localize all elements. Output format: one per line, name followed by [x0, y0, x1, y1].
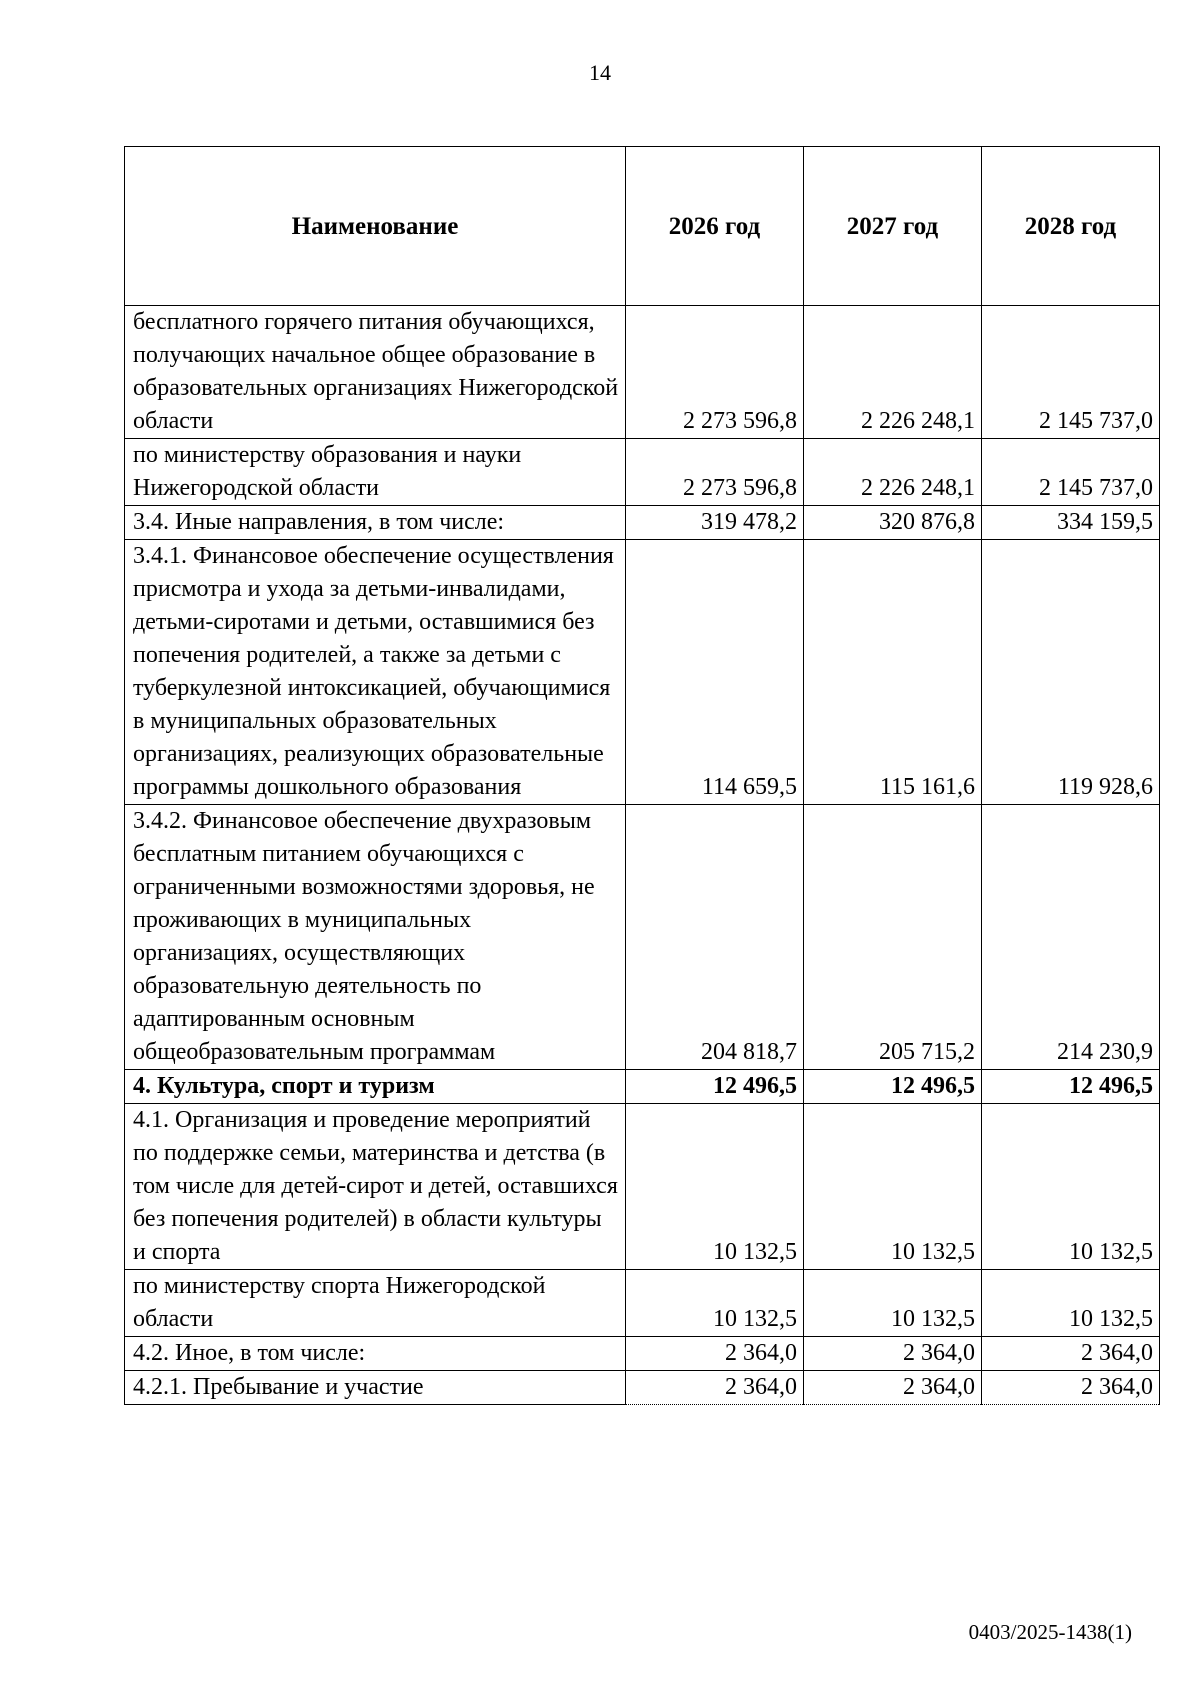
table-row — [125, 805, 1160, 1070]
header-2028: 2028 год — [982, 147, 1160, 306]
row-value-2026: 10 132,5 — [626, 1270, 804, 1337]
row-value-2027: 320 876,8 — [804, 506, 982, 540]
table-row — [125, 1270, 1160, 1337]
row-value-2027: 12 496,5 — [804, 1070, 982, 1104]
table-row — [125, 1104, 1160, 1270]
row-value-2026: 319 478,2 — [626, 506, 804, 540]
document-code: 0403/2025-1438(1) — [968, 1620, 1132, 1644]
row-value-2027: 2 226 248,1 — [804, 306, 982, 439]
row-value-2027: 2 226 248,1 — [804, 439, 982, 506]
table-row — [125, 1337, 1160, 1371]
row-value-2028: 2 145 737,0 — [982, 439, 1160, 506]
row-value-2028: 10 132,5 — [982, 1104, 1160, 1270]
row-value-2028: 2 364,0 — [982, 1337, 1160, 1371]
table-row — [125, 1070, 1160, 1104]
row-value-2027: 10 132,5 — [804, 1104, 982, 1270]
row-value-2026: 2 273 596,8 — [626, 439, 804, 506]
table-body — [125, 306, 1160, 1405]
row-value-2028: 334 159,5 — [982, 506, 1160, 540]
page-number: 14 — [589, 60, 611, 85]
budget-table — [124, 146, 1160, 1405]
row-value-2026: 2 273 596,8 — [626, 306, 804, 439]
row-value-2028: 2 364,0 — [982, 1371, 1160, 1405]
row-value-2028: 119 928,6 — [982, 540, 1160, 805]
header-2026: 2026 год — [626, 147, 804, 306]
row-value-2028: 214 230,9 — [982, 805, 1160, 1070]
row-name-cell: 4. Культура, спорт и туризм — [125, 1070, 626, 1104]
table-row — [125, 306, 1160, 439]
table-row — [125, 1371, 1160, 1405]
row-value-2028: 12 496,5 — [982, 1070, 1160, 1104]
table-row — [125, 439, 1160, 506]
row-value-2026: 114 659,5 — [626, 540, 804, 805]
row-value-2027: 10 132,5 — [804, 1270, 982, 1337]
header-name: Наименование — [125, 147, 626, 306]
row-name-cell: 4.2.1. Пребывание и участие — [125, 1371, 626, 1405]
row-name-cell: по министерству образования и науки Нижегородской области — [125, 439, 626, 506]
row-value-2028: 2 145 737,0 — [982, 306, 1160, 439]
table-row — [125, 540, 1160, 805]
row-name-cell: 3.4. Иные направления, в том числе: — [125, 506, 626, 540]
row-value-2026: 2 364,0 — [626, 1371, 804, 1405]
row-value-2026: 12 496,5 — [626, 1070, 804, 1104]
row-name-cell: бесплатного горячего питания обучающихся, получающих начальное общее образование в образовательных организациях Нижегородской области — [125, 306, 626, 439]
row-name-cell: 3.4.2. Финансовое обеспечение двухразовым бесплатным питанием обучающихся с ограниченными возможностями здоровья, не проживающих в муниципальных организациях, осуществляющих образовательную деятельность по адаптированным основным общеобразовательным программам — [125, 805, 626, 1070]
row-value-2026: 204 818,7 — [626, 805, 804, 1070]
row-value-2027: 205 715,2 — [804, 805, 982, 1070]
header-2027: 2027 год — [804, 147, 982, 306]
row-name-cell: по министерству спорта Нижегородской области — [125, 1270, 626, 1337]
row-value-2027: 2 364,0 — [804, 1371, 982, 1405]
row-value-2026: 2 364,0 — [626, 1337, 804, 1371]
row-value-2028: 10 132,5 — [982, 1270, 1160, 1337]
table-header-row — [125, 147, 1160, 306]
row-value-2027: 2 364,0 — [804, 1337, 982, 1371]
row-name-cell: 4.1. Организация и проведение мероприятий по поддержке семьи, материнства и детства (в том числе для детей-сирот и детей, оставшихся без попечения родителей) в области культуры и спорта — [125, 1104, 626, 1270]
row-name-cell: 3.4.1. Финансовое обеспечение осуществления присмотра и ухода за детьми-инвалидами, детьми-сиротами и детьми, оставшимися без попечения родителей, а также за детьми с туберкулезной интоксикацией, обучающимися в муниципальных образовательных организациях, реализующих образовательные программы дошкольного образования — [125, 540, 626, 805]
row-name-cell: 4.2. Иное, в том числе: — [125, 1337, 626, 1371]
table-row — [125, 506, 1160, 540]
row-value-2027: 115 161,6 — [804, 540, 982, 805]
row-value-2026: 10 132,5 — [626, 1104, 804, 1270]
